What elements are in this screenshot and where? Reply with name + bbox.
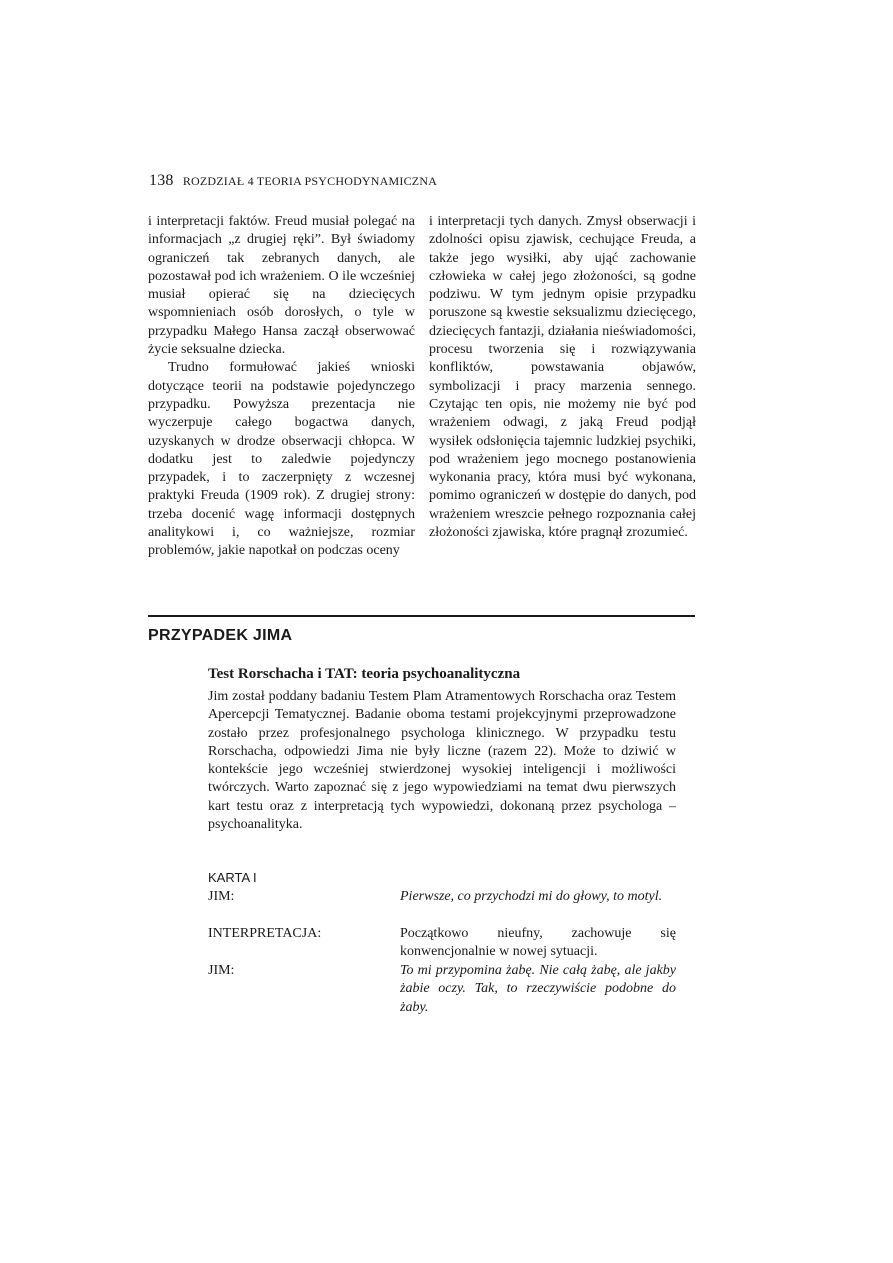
dialogue-text: Początkowo nieufny, zachowuje się konwencjonalnie w nowej sytuacji. [400,926,676,960]
dialogue-speaker: JIM: [208,963,235,978]
section-title: PRZYPADEK JIMA [148,627,293,644]
left-paragraph-2: Trudno formułować jakieś wnioski dotyczące teorii na podstawie pojedynczego przypadku. Powyższa prezentacja nie wyczerpuje całego bogactwa danych, uzyskanych w drodze obserwacji chłopca. W dodatku jest to zaledwie pojedynczy przypadek, i to zaczerpnięty z wczesnej praktyki Freuda (1909 rok). Z drugiej strony: trzeba docenić wagę informacji dostępnych analitykowi i, co ważniejsze, rozmiar problemów, jakie napotkał on podczas oceny [148,360,415,559]
right-column [429,213,696,542]
dialogue-text: To mi przypomina żabę. Nie całą żabę, ale jakby żabie oczy. Tak, to rzeczywiście podobne do żaby. [400,963,676,1015]
running-title: ROZDZIAŁ 4 TEORIA PSYCHODYNAMICZNA [182,174,438,188]
section-paragraph: Jim został poddany badaniu Testem Plam Atramentowych Rorschacha oraz Testem Apercepcji Tematycznej. Badanie oboma testami projekcyjnymi przeprowadzone zostało przez profesjonalnego psychologa klinicznego. W przypadku testu Rorschacha, odpowiedzi Jima nie były liczne (razem 22). Może to dziwić w kontekście jego wcześniej stwierdzonej wysokiej inteligencji i możliwości twórczych. Warto zapoznać się z jego wypowiedziami na temat dwu pierwszych kart testu oraz z interpretacją tych wypowiedzi, dokonaną przez psychologa – psychoanalityka. [208,689,676,833]
right-paragraph-1: i interpretacji tych danych. Zmysł obserwacji i zdolności opisu zjawisk, cechujące Freuda, a także jego wysiłki, aby ująć zachowanie człowieka w całej jego złożoności, są godne podziwu. W tym jednym opisie przypadku poruszone są kwestie seksualizmu dziecięcego, dziecięcych fantazji, działania nieświadomości, procesu tworzenia się i rozwiązywania konfliktów, powstawania objawów, symbolizacji i pracy marzenia sennego. Czytając ten opis, nie możemy nie być pod wrażeniem odwagi, z jaką Freud podjął wysiłek odsłonięcia tajemnic ludzkiej psychiki, pod wrażeniem jego mocnego postanowienia wykonania pracy, która musi być wykonana, pomimo ograniczeń w dostępie do danych, pod wrażeniem wreszcie pełnego rozpoznania całej złożoności zjawiska, które pragnął zrozumieć. [429,214,696,541]
card-label: KARTA I [208,870,257,885]
running-header [149,172,437,190]
section-divider [148,615,695,617]
page-number: 138 [149,172,174,189]
dialogue-speaker: INTERPRETACJA: [208,926,322,941]
left-column [148,213,415,561]
dialogue-text: Pierwsze, co przychodzi mi do głowy, to motyl. [400,889,663,904]
left-paragraph-1: i interpretacji faktów. Freud musiał polegać na informacjach „z drugiej ręki”. Był świadomy ograniczeń tak zebranych danych, ale pozostawał pod ich wrażeniem. O ile wcześniej musiał opierać się na dziecięcych wspomnieniach osób dorosłych, o tyle w przypadku Małego Hansa zaczął obserwować życie seksualne dziecka. [148,214,415,358]
dialogue-speaker: JIM: [208,889,235,904]
subsection-title: Test Rorschacha i TAT: teoria psychoanalityczna [208,666,521,682]
